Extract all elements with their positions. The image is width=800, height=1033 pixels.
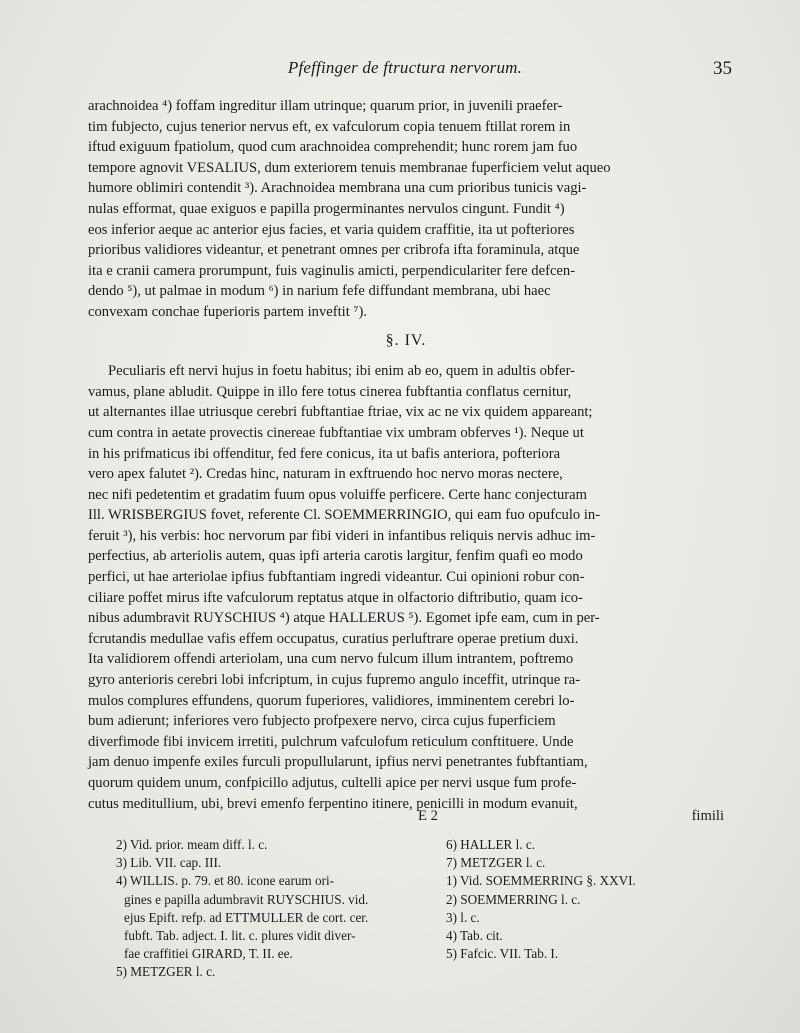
- text-line: in his prifmaticus ibi offenditur, fed fere conicus, ita ut bafis anteriora, pofteriora: [88, 445, 561, 462]
- text-line: convexam conchae fuperioris partem inveftit ⁷).: [88, 303, 368, 320]
- text-line: nulas efformat, quae exiguos e papilla progerminantes nervulos cingunt. Fundit ⁴): [88, 200, 565, 217]
- footnote: 2) SOEMMERRING l. c.: [446, 891, 581, 907]
- body-text: [88, 96, 724, 814]
- paragraph-2: [88, 361, 724, 814]
- signature-line: [88, 808, 724, 828]
- footnote: 6) HALLER l. c.: [446, 837, 535, 852]
- page-header: [90, 58, 732, 84]
- footnote: 2) Vid. prior. meam diff. l. c.: [116, 837, 268, 852]
- text-line: bum adierunt; inferiores vero fubjecto profpexere nervo, circa cujus fuperficiem: [88, 713, 556, 730]
- footnote-continuation: fubft. Tab. adject. I. lit. c. plures vidit diver-: [124, 928, 356, 944]
- text-line: feruit ³), his verbis: hoc nervorum par fibi videri in infantibus reliquis nervis adhuc im-: [88, 527, 596, 544]
- footnotes-right-column: [446, 836, 716, 963]
- footnotes-left-column: [116, 836, 436, 982]
- text-line: Ill. WRISBERGIUS fovet, referente Cl. SOEMMERRINGIO, qui eam fuo opufculo in-: [88, 507, 601, 524]
- footnote: 5) Fafcic. VII. Tab. I.: [446, 946, 559, 962]
- running-head: Pfeffinger de ftructura nervorum.: [287, 58, 523, 77]
- footnote: 3) l. c.: [446, 909, 480, 925]
- text-line: Peculiaris eft nervi hujus in foetu habitus; ibi enim ab eo, quem in adultis obfer-: [108, 363, 576, 380]
- text-line: nibus adumbravit RUYSCHIUS ⁴) atque HALLERUS ⁵). Egomet ipfe eam, cum in per-: [88, 610, 600, 627]
- page-number: 35: [713, 58, 732, 79]
- footnote: 4) WILLIS. p. 79. et 80. icone earum ori-: [116, 873, 335, 889]
- text-line: quorum quidem unum, confpicillo adjutus, cultelli apice per nervi usque fum profe-: [88, 775, 577, 791]
- footnote: 1) Vid. SOEMMERRING §. XXVI.: [446, 873, 636, 889]
- text-line: tim fubjecto, cujus tenerior nervus eft, ex vafculorum copia tenuem ftillat rorem in: [88, 118, 571, 135]
- footnote: 3) Lib. VII. cap. III.: [116, 855, 222, 871]
- text-line: humore oblimiri contendit ³). Arachnoidea membrana una cum prioribus tunicis vagi-: [88, 180, 587, 197]
- text-line: ita e cranii camera prorumpunt, fuis vaginulis amicti, perpendiculariter fere defcen-: [88, 262, 576, 279]
- text-line: cutus meditullium, ubi, brevi emenfo ferpentino itinere, penicilli in modum evanuit,: [88, 795, 578, 812]
- text-line: vamus, plane abludit. Quippe in illo fere totus cinerea fubftantia conflatus cernitur,: [88, 383, 572, 400]
- footnote-continuation: ejus Epift. refp. ad ETTMULLER de cort. cer.: [124, 909, 369, 925]
- footnote: 4) Tab. cit.: [446, 928, 503, 944]
- footnote-continuation: gines e papilla adumbravit RUYSCHIUS. vid.: [124, 891, 369, 907]
- footnote: 7) METZGER l. c.: [446, 855, 546, 871]
- text-line: tempore agnovit VESALIUS, dum exteriorem tenuis membranae fuperficiem velut aqueo: [88, 159, 611, 176]
- text-line: prioribus validiores videantur, et penetrant omnes per cribrofa ifta foraminula, atque: [88, 242, 580, 259]
- text-line: perfectius, ab arteriolis autem, quas ipfi arteria carotis largitur, fenfim quafi eo modo: [88, 548, 583, 565]
- text-line: mulos complures effundens, quorum fuperiores, validiores, imminentem cerebri lo-: [88, 692, 575, 709]
- signature-mark: E 2: [418, 808, 438, 824]
- text-line: gyro anterioris cerebri lobi infcriptum, in cujus fupremo angulo inceffit, utrinque ra-: [88, 672, 581, 689]
- footnote-continuation: fae craffitiei GIRARD, T. II. ee.: [124, 946, 293, 962]
- text-line: cum contra in aetate provectis cinereae fubftantiae vix umbram obferves ¹). Neque ut: [88, 424, 584, 441]
- text-line: eos inferior aeque ac anterior ejus facies, et varia quidem craffitie, ita ut pofteriores: [88, 221, 575, 238]
- text-line: jam denuo impenfe exiles furculi propullularunt, ipfius nervi penetrantes fubftantiam,: [88, 754, 588, 771]
- text-line: nec nifi pedetentim et gradatim fuum opus voluiffe perficere. Certe hanc conjecturam: [88, 486, 587, 503]
- text-line: arachnoidea ⁴) foffam ingreditur illam utrinque; quarum prior, in juvenili praefer-: [88, 98, 563, 114]
- text-line: perfici, ut hae arteriolae ipfius fubftantiam ingredi videantur. Cui opinioni robur con-: [88, 569, 585, 586]
- catchword: fimili: [691, 808, 724, 824]
- text-line: iftud exiguum fpatiolum, quod cum arachnoidea comprehendit; hunc rorem jam fuo: [88, 139, 578, 156]
- section-heading: §. IV.: [385, 331, 427, 349]
- text-line: ciliare poffet mirus ifte vafculorum reptatus atque in olfactorio diftributio, quam ico-: [88, 589, 583, 606]
- paragraph-1: [88, 96, 724, 323]
- text-line: Ita validiorem offendi arteriolam, una cum nervo fulcum illum intrantem, poftremo: [88, 651, 574, 668]
- text-line: vero apex falutet ²). Credas hinc, naturam in exftruendo hoc nervo moras nectere,: [88, 466, 563, 483]
- text-line: fcrutandis medullae vafis effem occupatus, curatius perluftrare operae pretium duxi.: [88, 630, 579, 647]
- text-line: diverfimode fibi invicem irretiti, pulchrum vafculofum reticulum conftituere. Unde: [88, 733, 574, 750]
- footnote: 5) METZGER l. c.: [116, 964, 216, 980]
- text-line: dendo ⁵), ut palmae in modum ⁶) in narium fefe diffundant membrana, ubi haec: [88, 283, 551, 300]
- text-line: ut alternantes illae utriusque cerebri fubftantiae ftriae, vix ac ne vix quidem appareant;: [88, 404, 593, 421]
